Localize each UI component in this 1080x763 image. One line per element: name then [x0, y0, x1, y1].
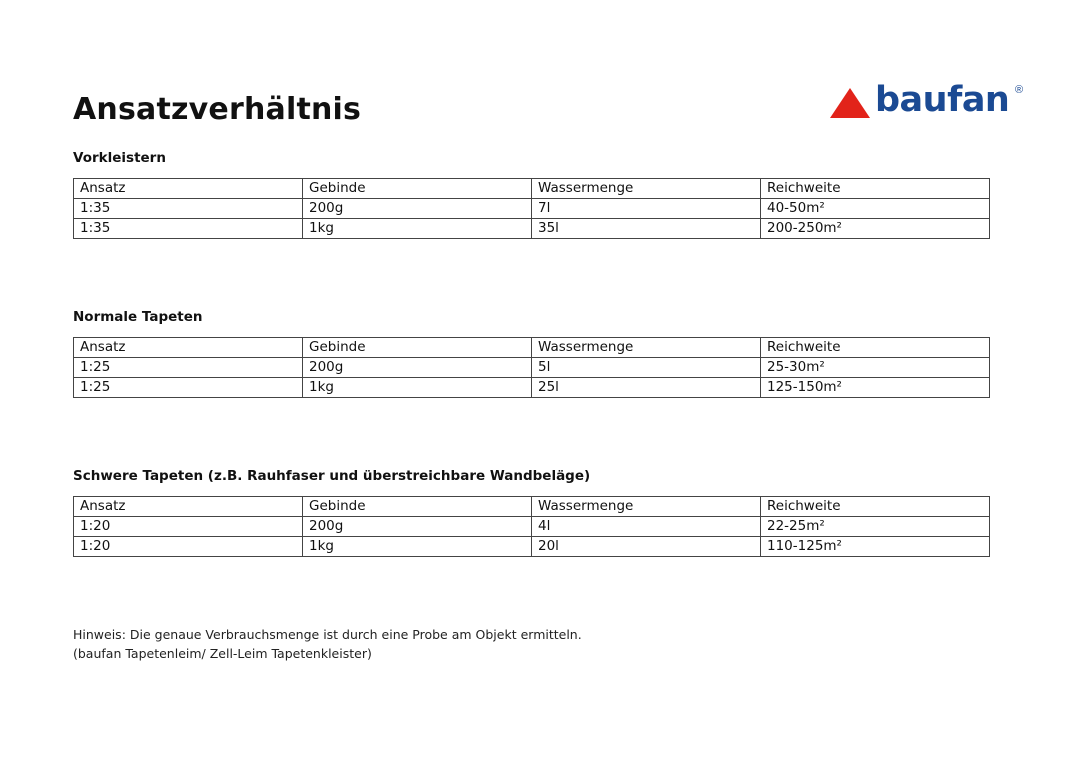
usage-note [73, 625, 582, 663]
section-title: Vorkleistern [73, 150, 166, 166]
table-cell: 35l [532, 219, 761, 239]
table-cell: 1:25 [74, 358, 303, 378]
table-cell: 200g [303, 517, 532, 537]
header-cell: Gebinde [303, 497, 532, 517]
table-row [74, 378, 990, 398]
logo-wordmark: baufan [875, 80, 1010, 120]
ratio-table [73, 496, 990, 557]
table-cell: 40-50m² [761, 199, 990, 219]
table-header-row [74, 497, 990, 517]
section-schwere-tapeten [73, 468, 990, 557]
section-normale-tapeten [73, 309, 990, 398]
table-cell: 22-25m² [761, 517, 990, 537]
table-cell: 1kg [303, 378, 532, 398]
table-header-row [74, 179, 990, 199]
table-cell: 200g [303, 358, 532, 378]
table-cell: 5l [532, 358, 761, 378]
table-row [74, 537, 990, 557]
note-line: (baufan Tapetenleim/ Zell-Leim Tapetenkleister) [73, 646, 372, 661]
note-line: Hinweis: Die genaue Verbrauchsmenge ist durch eine Probe am Objekt ermitteln. [73, 627, 582, 642]
table-row [74, 219, 990, 239]
table-cell: 200g [303, 199, 532, 219]
header-cell: Ansatz [74, 338, 303, 358]
header-cell: Ansatz [74, 179, 303, 199]
table-row [74, 358, 990, 378]
header-cell: Wassermenge [532, 179, 761, 199]
table-cell: 1:20 [74, 517, 303, 537]
section-title: Normale Tapeten [73, 309, 203, 325]
table-cell: 1kg [303, 537, 532, 557]
header-cell: Reichweite [761, 497, 990, 517]
table-cell: 1:35 [74, 199, 303, 219]
table-cell: 1:35 [74, 219, 303, 239]
table-cell: 200-250m² [761, 219, 990, 239]
table-row [74, 517, 990, 537]
header-cell: Gebinde [303, 179, 532, 199]
header-cell: Reichweite [761, 179, 990, 199]
header-cell: Reichweite [761, 338, 990, 358]
ratio-table [73, 178, 990, 239]
table-header-row [74, 338, 990, 358]
table-cell: 4l [532, 517, 761, 537]
table-cell: 25l [532, 378, 761, 398]
table-cell: 7l [532, 199, 761, 219]
header-cell: Wassermenge [532, 497, 761, 517]
ratio-table [73, 337, 990, 398]
section-title: Schwere Tapeten (z.B. Rauhfaser und überstreichbare Wandbeläge) [73, 468, 591, 484]
page-title: Ansatzverhältnis [73, 92, 362, 127]
header-cell: Ansatz [74, 497, 303, 517]
section-vorkleistern [73, 150, 990, 239]
table-cell: 110-125m² [761, 537, 990, 557]
baufan-logo [829, 80, 1029, 122]
logo-triangle-icon [829, 86, 871, 118]
table-cell: 125-150m² [761, 378, 990, 398]
table-row [74, 199, 990, 219]
registered-mark: ® [1015, 84, 1024, 96]
header-cell: Wassermenge [532, 338, 761, 358]
table-cell: 1:20 [74, 537, 303, 557]
table-cell: 25-30m² [761, 358, 990, 378]
table-cell: 1kg [303, 219, 532, 239]
table-cell: 1:25 [74, 378, 303, 398]
table-cell: 20l [532, 537, 761, 557]
header-cell: Gebinde [303, 338, 532, 358]
